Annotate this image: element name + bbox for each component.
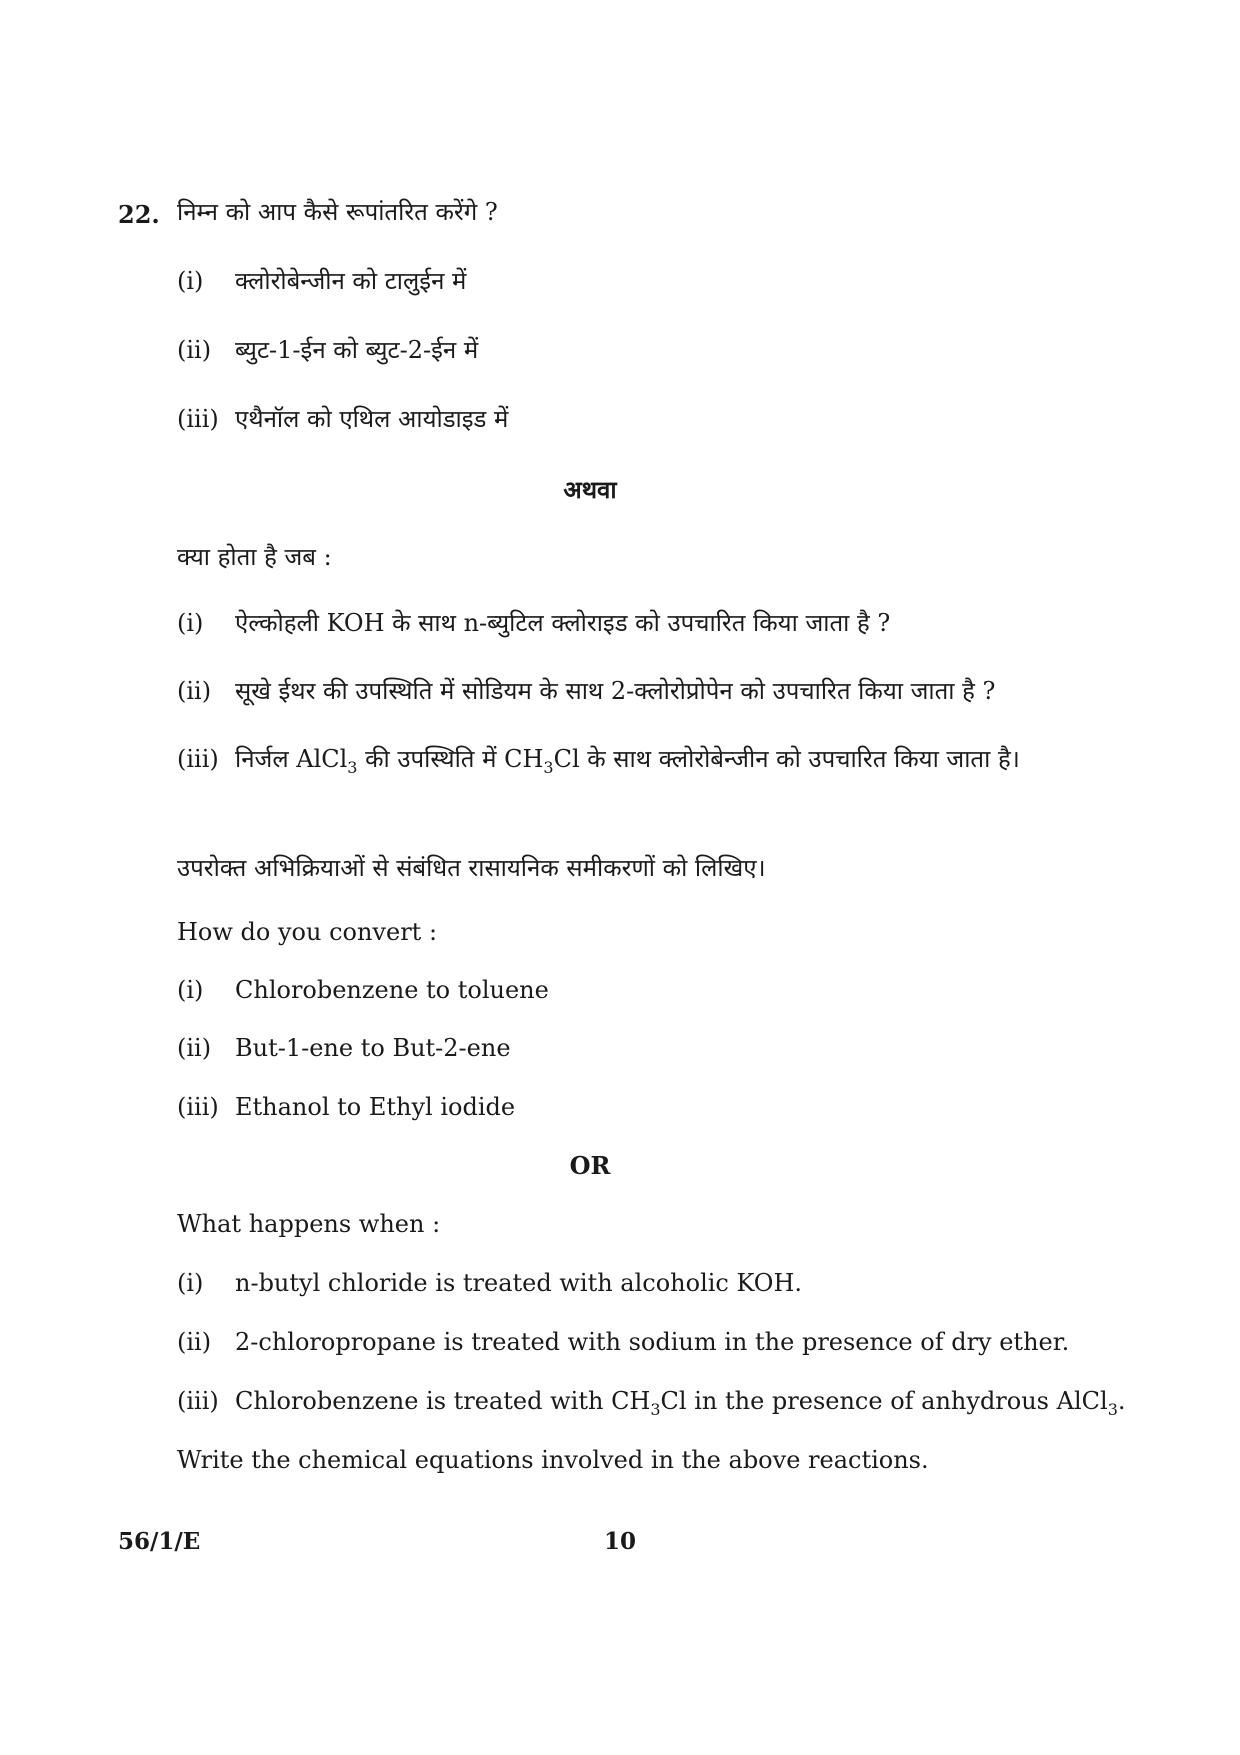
item-number: (ii) — [177, 336, 212, 364]
english-alt-item-3 — [177, 1386, 1126, 1425]
english-or-label: OR — [569, 1151, 611, 1180]
page-number: 10 — [603, 1528, 636, 1555]
paper-code: 56/1/E — [118, 1528, 201, 1555]
hindi-alt-item-1 — [177, 608, 890, 638]
hindi-alt-item-2 — [177, 676, 995, 706]
item-number: (iii) — [177, 405, 219, 433]
item-number: (i) — [177, 1269, 204, 1297]
item-text: निर्जल AlCl$_3$ की उपस्थिति में $CH_3Cl$ के साथ क्लोरोबेन्जीन को उपचारित किया जाता है। — [235, 745, 1020, 777]
hindi-alt-item-3 — [177, 744, 1075, 789]
item-text: n-butyl chloride is treated with alcoholic KOH. — [235, 1269, 803, 1297]
english-item-3 — [177, 1092, 515, 1122]
hindi-item-3 — [177, 404, 508, 434]
item-number: (ii) — [177, 1328, 212, 1356]
item-text: ब्युट-1-ईन को ब्युट-2-ईन में — [235, 336, 479, 364]
item-text: सूखे ईथर की उपस्थिति में सोडियम के साथ 2-क्लोरोप्रोपेन को उपचारित किया जाता है ? — [235, 677, 996, 705]
english-alt-item-2 — [177, 1327, 1069, 1357]
item-number: (iii) — [177, 1093, 219, 1121]
english-alt-item-1 — [177, 1268, 802, 1298]
english-item-1 — [177, 975, 549, 1005]
item-number: (i) — [177, 976, 204, 1004]
item-number: (ii) — [177, 1034, 212, 1062]
question-number: 22. — [118, 200, 160, 229]
item-number: (ii) — [177, 677, 212, 705]
hindi-prompt: निम्न को आप कैसे रूपांतरित करेंगे ? — [177, 198, 498, 226]
hindi-item-2 — [177, 335, 478, 365]
hindi-alt-prompt: क्या होता है जब : — [177, 543, 332, 571]
hindi-or-label: अथवा — [563, 475, 617, 504]
item-text: Chlorobenzene to toluene — [235, 976, 549, 1004]
item-text: Chlorobenzene is treated with $CH_3Cl$ in the presence of anhydrous AlCl$_3$. — [235, 1387, 1126, 1419]
english-alt-prompt: What happens when : — [177, 1210, 441, 1238]
item-number: (i) — [177, 609, 204, 637]
item-text: 2-chloropropane is treated with sodium in the presence of dry ether. — [235, 1328, 1070, 1356]
item-text: But-1-ene to But-2-ene — [235, 1034, 511, 1062]
item-text: क्लोरोबेन्जीन को टालुईन में — [235, 267, 467, 295]
english-item-2 — [177, 1033, 511, 1063]
item-text: ऐल्कोहली KOH के साथ n-ब्युटिल क्लोराइड को उपचारित किया जाता है ? — [235, 609, 891, 637]
hindi-item-1 — [177, 266, 466, 296]
item-text: एथैनॉल को एथिल आयोडाइड में — [235, 405, 509, 433]
item-text: Ethanol to Ethyl iodide — [235, 1093, 516, 1121]
item-number: (i) — [177, 267, 204, 295]
item-number: (iii) — [177, 1387, 219, 1415]
english-prompt: How do you convert : — [177, 918, 438, 946]
english-instruction: Write the chemical equations involved in the above reactions. — [177, 1446, 929, 1474]
item-number: (iii) — [177, 745, 219, 773]
hindi-instruction: उपरोक्त अभिक्रियाओं से संबंधित रासायनिक समीकरणों को लिखिए। — [177, 854, 766, 882]
